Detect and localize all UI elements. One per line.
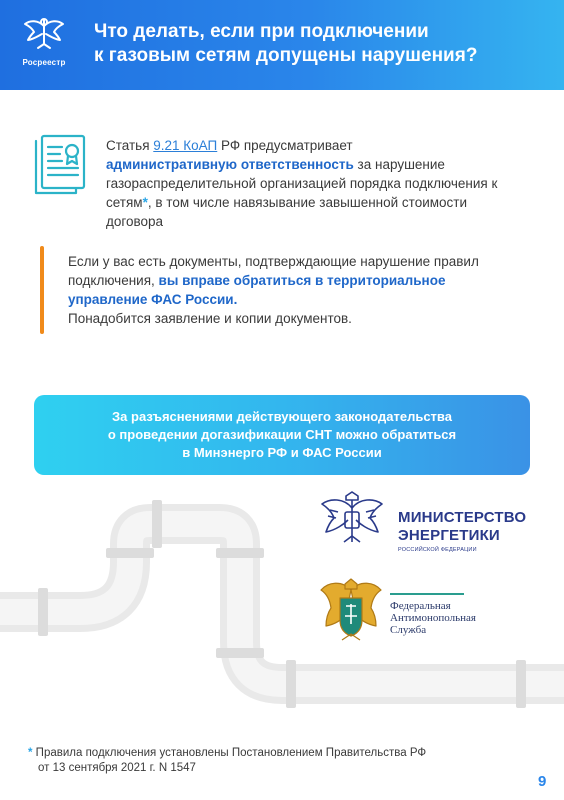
page-number: 9 <box>538 773 547 790</box>
header-banner <box>0 0 564 90</box>
text-segment: , в том числе навязывание завышенной стоимости договора <box>106 195 468 229</box>
fas-name <box>390 600 540 636</box>
title-line-2: к газовым сетям допущены нарушения? <box>94 45 478 66</box>
ministry-subtitle: РОССИЙСКОЙ ФЕДЕРАЦИИ <box>398 547 477 553</box>
text-segment: Если у вас есть документы, подтверждающие нарушение правил подключения, <box>68 254 479 288</box>
eagle-emblem-icon <box>22 14 66 54</box>
ministry-name-line-2: ЭНЕРГЕТИКИ <box>398 527 500 544</box>
fas-appeal-emphasis: вы вправе обратиться в территориальное управление ФАС России. <box>68 273 446 307</box>
coap-article-paragraph <box>106 136 526 231</box>
text-segment: за нарушение газораспределительной организацией порядка подключения к сетям <box>106 157 498 210</box>
orange-accent-bar <box>40 246 44 334</box>
administrative-responsibility-emphasis: административную ответственность <box>106 157 354 172</box>
fas-complaint-paragraph <box>68 252 528 328</box>
page-title <box>94 20 554 68</box>
logo-text: Росреестр <box>22 58 66 67</box>
coap-article-link[interactable]: 9.21 КоАП <box>153 138 218 153</box>
fas-emblem-icon <box>318 578 384 648</box>
certificate-document-icon <box>32 133 90 199</box>
fas-accent-line <box>390 593 464 595</box>
banner-line-2: о проведении догазификации СНТ можно обратиться <box>107 427 457 442</box>
ministry-name-line-1: МИНИСТЕРСТВО <box>398 509 527 526</box>
banner-line-3: в Минэнерго РФ и ФАС России <box>182 445 382 460</box>
title-line-1: Что делать, если при подключении <box>94 21 429 42</box>
text-segment: Статья <box>106 138 154 153</box>
ministry-emblem-icon <box>318 490 386 552</box>
fas-name-line-2: Антимонопольная <box>390 612 476 624</box>
footnote-line-1: Правила подключения установлены Постановлением Правительства РФ <box>32 747 427 759</box>
footnote <box>28 746 518 776</box>
footnote-marker: * <box>142 195 148 210</box>
contact-banner <box>34 395 530 475</box>
fas-name-line-3: Служба <box>390 624 427 636</box>
ministry-name <box>398 509 548 545</box>
fas-name-line-1: Федеральная <box>390 600 451 612</box>
text-segment: РФ предусматривает <box>217 138 353 153</box>
footnote-asterisk: * <box>28 747 33 759</box>
footnote-line-2: от 13 сентября 2021 г. N 1547 <box>38 762 196 774</box>
banner-line-1: За разъяснениями действующего законодательства <box>112 409 452 424</box>
rosreestr-logo <box>14 14 74 67</box>
text-segment: Понадобится заявление и копии документов. <box>68 311 352 326</box>
